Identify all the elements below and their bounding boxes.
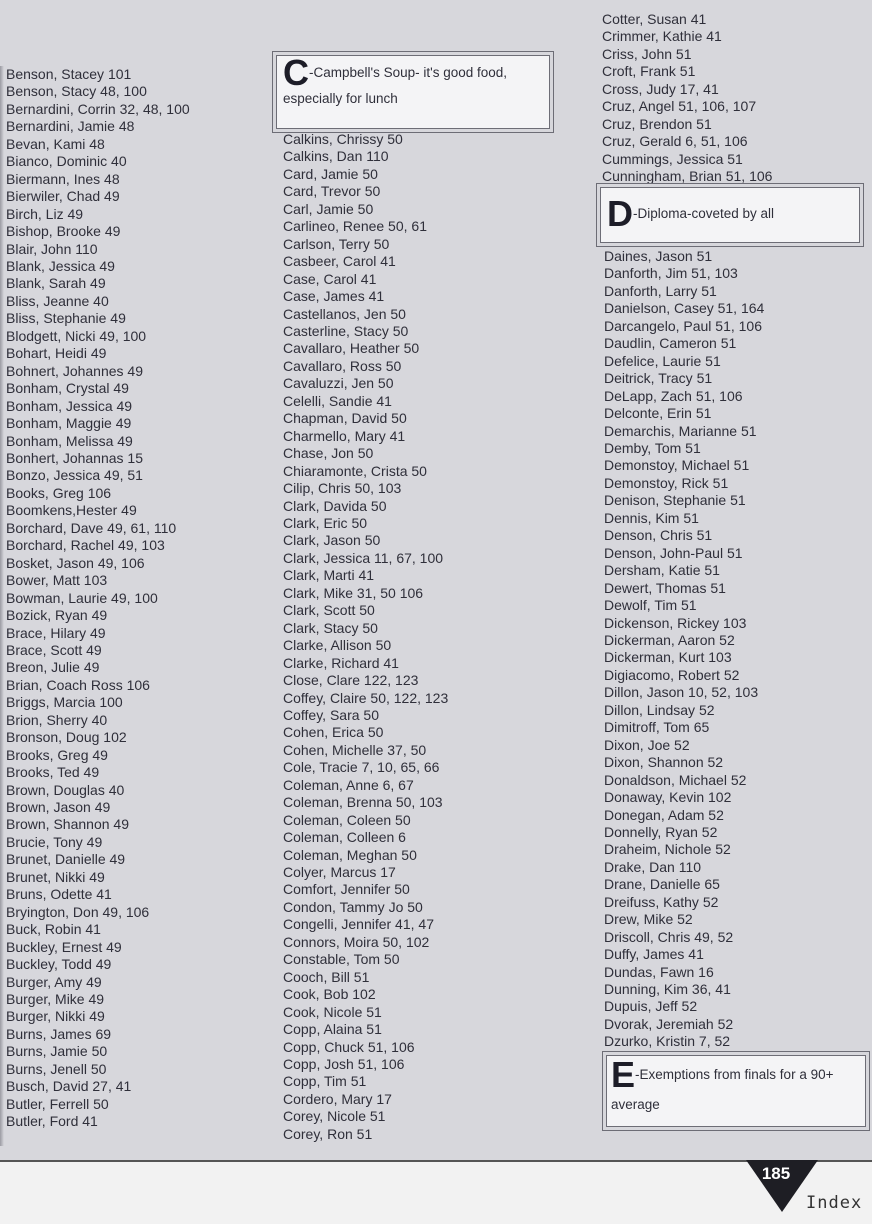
index-entry: Brunet, Danielle 49 bbox=[6, 851, 126, 868]
index-entry: Cavallaro, Ross 50 bbox=[283, 357, 402, 374]
index-entry: Borchard, Dave 49, 61, 110 bbox=[6, 519, 177, 536]
index-entry: Coleman, Coleen 50 bbox=[283, 811, 411, 828]
index-entry: Bonham, Jessica 49 bbox=[6, 397, 133, 414]
index-entry: Casbeer, Carol 41 bbox=[283, 253, 396, 270]
index-entry: Brace, Hilary 49 bbox=[6, 624, 106, 641]
index-entry: Colyer, Marcus 17 bbox=[283, 864, 396, 881]
section-caption-d: -Diploma-coveted by all bbox=[633, 206, 775, 222]
index-entry: Castellanos, Jen 50 bbox=[283, 305, 406, 322]
index-entry: Bernardini, Jamie 48 bbox=[6, 118, 135, 135]
index-entry: Danforth, Jim 51, 103 bbox=[604, 265, 738, 282]
index-entry: Comfort, Jennifer 50 bbox=[283, 881, 410, 898]
index-entry: Crimmer, Kathie 41 bbox=[602, 28, 722, 45]
letter-box-e bbox=[606, 1055, 866, 1127]
index-entry: Coleman, Anne 6, 67 bbox=[283, 776, 414, 793]
index-entry: Cook, Nicole 51 bbox=[283, 1003, 382, 1020]
section-caption-c: -Campbell's Soup- it's good food, especially for lunch bbox=[283, 65, 508, 107]
index-entry: Burger, Nikki 49 bbox=[6, 1008, 105, 1025]
index-entry: Burger, Amy 49 bbox=[6, 973, 102, 990]
index-entry: Copp, Tim 51 bbox=[283, 1073, 367, 1090]
index-entry: Dewert, Thomas 51 bbox=[604, 579, 726, 596]
index-entry: Cruz, Brendon 51 bbox=[602, 115, 712, 132]
index-entry: Drake, Dan 110 bbox=[604, 858, 702, 875]
index-entry: Cruz, Gerald 6, 51, 106 bbox=[602, 133, 748, 150]
index-entry: Bierwiler, Chad 49 bbox=[6, 188, 120, 205]
index-entry: Clark, Jason 50 bbox=[283, 532, 381, 549]
index-entry: Donaldson, Michael 52 bbox=[604, 771, 747, 788]
index-entry: Burns, Jenell 50 bbox=[6, 1060, 107, 1077]
letter-box-c bbox=[276, 52, 550, 129]
index-entry: Coleman, Meghan 50 bbox=[283, 846, 417, 863]
index-entry: Buckley, Todd 49 bbox=[6, 956, 112, 973]
section-caption-e: -Exemptions from finals for a 90+ average bbox=[611, 1067, 834, 1113]
index-entry: Donnelly, Ryan 52 bbox=[604, 823, 718, 840]
index-entry: Coffey, Claire 50, 122, 123 bbox=[283, 689, 449, 706]
index-entry: Dupuis, Jeff 52 bbox=[604, 998, 698, 1015]
index-entry: Brooks, Greg 49 bbox=[6, 746, 108, 763]
index-entry: Dunning, Kim 36, 41 bbox=[604, 981, 731, 998]
index-entry: Cordero, Mary 17 bbox=[283, 1090, 392, 1107]
index-entry: Charmello, Mary 41 bbox=[283, 427, 406, 444]
index-entry: Bonzo, Jessica 49, 51 bbox=[6, 467, 143, 484]
index-entry: Demonstoy, Michael 51 bbox=[604, 457, 750, 474]
index-entry: Driscoll, Chris 49, 52 bbox=[604, 928, 734, 945]
index-entry: Chiaramonte, Crista 50 bbox=[283, 462, 427, 479]
index-entry: Clarke, Allison 50 bbox=[283, 637, 392, 654]
index-entry: Cook, Bob 102 bbox=[283, 986, 376, 1003]
index-entry: Brace, Scott 49 bbox=[6, 641, 102, 658]
index-entry: Cummings, Jessica 51 bbox=[602, 150, 743, 167]
index-entry: Daudlin, Cameron 51 bbox=[604, 335, 737, 352]
index-entry: Blair, John 110 bbox=[6, 240, 98, 257]
index-entry: Bonham, Crystal 49 bbox=[6, 380, 129, 397]
index-entry: Bliss, Jeanne 40 bbox=[6, 292, 109, 309]
index-entry: Clark, Davida 50 bbox=[283, 497, 387, 514]
index-entry: Breon, Julie 49 bbox=[6, 659, 100, 676]
index-entry: Drane, Danielle 65 bbox=[604, 876, 720, 893]
index-entry: Dickerman, Kurt 103 bbox=[604, 649, 732, 666]
index-column-b bbox=[6, 66, 190, 1131]
index-entry: Clark, Scott 50 bbox=[283, 602, 375, 619]
index-entry: Clark, Eric 50 bbox=[283, 514, 368, 531]
index-entry: Carl, Jamie 50 bbox=[283, 200, 374, 217]
index-entry: Dennis, Kim 51 bbox=[604, 509, 699, 526]
index-entry: Cohen, Erica 50 bbox=[283, 724, 384, 741]
index-entry: Croft, Frank 51 bbox=[602, 63, 696, 80]
page-number: 185 bbox=[761, 1164, 791, 1183]
index-entry: Connors, Moira 50, 102 bbox=[283, 933, 430, 950]
index-entry: Calkins, Chrissy 50 bbox=[283, 131, 403, 147]
index-entry: Bonham, Maggie 49 bbox=[6, 415, 132, 432]
page-gutter bbox=[0, 66, 4, 1146]
index-entry: Borchard, Rachel 49, 103 bbox=[6, 537, 165, 554]
index-entry: Brion, Sherry 40 bbox=[6, 711, 108, 728]
index-entry: Cavaluzzi, Jen 50 bbox=[283, 375, 394, 392]
index-entry: Dvorak, Jeremiah 52 bbox=[604, 1015, 734, 1032]
index-entry: Clark, Stacy 50 bbox=[283, 619, 378, 636]
index-entry: Calkins, Dan 110 bbox=[283, 148, 389, 165]
index-entry: Chase, Jon 50 bbox=[283, 445, 374, 462]
index-entry: Darcangelo, Paul 51, 106 bbox=[604, 317, 762, 334]
index-entry: Biermann, Ines 48 bbox=[6, 170, 120, 187]
index-entry: Brooks, Ted 49 bbox=[6, 764, 100, 781]
index-entry: Blank, Jessica 49 bbox=[6, 257, 115, 274]
index-entry: Bohnert, Johannes 49 bbox=[6, 362, 143, 379]
index-entry: Bowman, Laurie 49, 100 bbox=[6, 589, 158, 606]
index-column-d bbox=[604, 248, 764, 1051]
index-entry: Butler, Ferrell 50 bbox=[6, 1095, 109, 1112]
index-entry: Chapman, David 50 bbox=[283, 410, 407, 427]
index-entry: Copp, Chuck 51, 106 bbox=[283, 1038, 415, 1055]
index-entry: Benson, Stacey 101 bbox=[6, 66, 132, 82]
index-entry: Coleman, Brenna 50, 103 bbox=[283, 794, 443, 811]
index-entry: Boomkens,Hester 49 bbox=[6, 502, 137, 519]
index-entry: Bliss, Stephanie 49 bbox=[6, 310, 126, 327]
index-entry: Brian, Coach Ross 106 bbox=[6, 676, 150, 693]
index-entry: Bosket, Jason 49, 106 bbox=[6, 554, 145, 571]
index-entry: Danforth, Larry 51 bbox=[604, 282, 717, 299]
index-entry: Copp, Alaina 51 bbox=[283, 1021, 382, 1038]
index-entry: Cunningham, Brian 51, 106 bbox=[602, 168, 773, 185]
index-entry: Cross, Judy 17, 41 bbox=[602, 80, 719, 97]
index-entry: Danielson, Casey 51, 164 bbox=[604, 300, 765, 317]
index-entry: Dickenson, Rickey 103 bbox=[604, 614, 747, 631]
index-entry: Delconte, Erin 51 bbox=[604, 405, 712, 422]
index-entry: Brucie, Tony 49 bbox=[6, 833, 103, 850]
index-entry: Copp, Josh 51, 106 bbox=[283, 1056, 405, 1073]
index-entry: Burger, Mike 49 bbox=[6, 991, 105, 1008]
index-entry: Brown, Shannon 49 bbox=[6, 816, 129, 833]
index-entry: Case, James 41 bbox=[283, 288, 385, 305]
index-entry: Coleman, Colleen 6 bbox=[283, 829, 406, 846]
index-entry: Cohen, Michelle 37, 50 bbox=[283, 741, 427, 758]
index-entry: Dreifuss, Kathy 52 bbox=[604, 893, 719, 910]
index-entry: Dillon, Lindsay 52 bbox=[604, 701, 715, 718]
index-entry: Burns, James 69 bbox=[6, 1025, 112, 1042]
index-entry: Drew, Mike 52 bbox=[604, 911, 693, 928]
index-entry: Donegan, Adam 52 bbox=[604, 806, 724, 823]
index-entry: Case, Carol 41 bbox=[283, 270, 377, 287]
index-entry: Denison, Stephanie 51 bbox=[604, 492, 746, 509]
index-entry: Buckley, Ernest 49 bbox=[6, 938, 122, 955]
index-entry: Clarke, Richard 41 bbox=[283, 654, 399, 671]
index-entry: Casterline, Stacy 50 bbox=[283, 322, 409, 339]
index-entry: Congelli, Jennifer 41, 47 bbox=[283, 916, 434, 933]
index-entry: Cooch, Bill 51 bbox=[283, 968, 370, 985]
index-entry: Blank, Sarah 49 bbox=[6, 275, 106, 292]
index-entry: Butler, Ford 41 bbox=[6, 1113, 98, 1130]
index-entry: Clark, Marti 41 bbox=[283, 567, 375, 584]
index-entry: Bronson, Doug 102 bbox=[6, 729, 127, 746]
section-letter-e: E bbox=[611, 1054, 636, 1095]
index-entry: Dickerman, Aaron 52 bbox=[604, 631, 735, 648]
index-entry: Draheim, Nichole 52 bbox=[604, 841, 731, 858]
index-entry: Deitrick, Tracy 51 bbox=[604, 370, 713, 387]
index-entry: Corey, Ron 51 bbox=[283, 1125, 373, 1142]
index-entry: Dersham, Katie 51 bbox=[604, 562, 720, 579]
index-entry: Cruz, Angel 51, 106, 107 bbox=[602, 98, 757, 115]
index-entry: Birch, Liz 49 bbox=[6, 205, 84, 222]
section-letter-d: D bbox=[607, 193, 633, 234]
index-entry: Bryington, Don 49, 106 bbox=[6, 903, 150, 920]
index-entry: Carlineo, Renee 50, 61 bbox=[283, 218, 427, 235]
index-entry: Denson, Chris 51 bbox=[604, 527, 713, 544]
index-entry: Bishop, Brooke 49 bbox=[6, 223, 121, 240]
index-entry: Brunet, Nikki 49 bbox=[6, 868, 105, 885]
section-label: Index bbox=[806, 1193, 863, 1213]
index-entry: DeLapp, Zach 51, 106 bbox=[604, 387, 743, 404]
index-entry: Card, Trevor 50 bbox=[283, 183, 381, 200]
index-entry: Clark, Mike 31, 50 106 bbox=[283, 584, 424, 601]
index-entry: Defelice, Laurie 51 bbox=[604, 352, 721, 369]
index-entry: Benson, Stacy 48, 100 bbox=[6, 83, 147, 100]
index-entry: Demby, Tom 51 bbox=[604, 439, 701, 456]
index-entry: Books, Greg 106 bbox=[6, 484, 112, 501]
page-footer bbox=[0, 1160, 872, 1224]
index-entry: Daines, Jason 51 bbox=[604, 248, 713, 264]
index-entry: Criss, John 51 bbox=[602, 45, 692, 62]
index-entry: Bernardini, Corrin 32, 48, 100 bbox=[6, 100, 190, 117]
index-entry: Bonhert, Johannas 15 bbox=[6, 449, 143, 466]
index-entry: Cavallaro, Heather 50 bbox=[283, 340, 420, 357]
index-entry: Duffy, James 41 bbox=[604, 946, 704, 963]
index-entry: Carlson, Terry 50 bbox=[283, 235, 390, 252]
index-entry: Bonham, Melissa 49 bbox=[6, 432, 133, 449]
section-letter-c: C bbox=[283, 52, 309, 93]
index-entry: Dewolf, Tim 51 bbox=[604, 597, 697, 614]
index-entry: Bianco, Dominic 40 bbox=[6, 153, 127, 170]
index-entry: Busch, David 27, 41 bbox=[6, 1078, 132, 1095]
index-entry: Dillon, Jason 10, 52, 103 bbox=[604, 684, 759, 701]
index-entry: Demarchis, Marianne 51 bbox=[604, 422, 757, 439]
index-entry: Burns, Jamie 50 bbox=[6, 1043, 108, 1060]
index-entry: Dimitroff, Tom 65 bbox=[604, 719, 710, 736]
index-entry: Demonstoy, Rick 51 bbox=[604, 474, 729, 491]
index-entry: Bohart, Heidi 49 bbox=[6, 345, 107, 362]
index-entry: Corey, Nicole 51 bbox=[283, 1108, 386, 1125]
index-entry: Digiacomo, Robert 52 bbox=[604, 666, 740, 683]
index-entry: Dzurko, Kristin 7, 52 bbox=[604, 1033, 731, 1050]
index-entry: Blodgett, Nicki 49, 100 bbox=[6, 327, 147, 344]
index-entry: Bruns, Odette 41 bbox=[6, 886, 112, 903]
index-entry: Briggs, Marcia 100 bbox=[6, 694, 123, 711]
index-entry: Coffey, Sara 50 bbox=[283, 706, 379, 723]
index-entry: Dixon, Joe 52 bbox=[604, 736, 690, 753]
index-entry: Bower, Matt 103 bbox=[6, 572, 108, 589]
index-entry: Brown, Jason 49 bbox=[6, 799, 111, 816]
index-entry: Dundas, Fawn 16 bbox=[604, 963, 714, 980]
index-entry: Bozick, Ryan 49 bbox=[6, 607, 108, 624]
index-entry: Condon, Tammy Jo 50 bbox=[283, 898, 423, 915]
index-entry: Close, Clare 122, 123 bbox=[283, 672, 419, 689]
index-entry: Bevan, Kami 48 bbox=[6, 135, 105, 152]
letter-box-d bbox=[600, 187, 860, 243]
index-entry: Cilip, Chris 50, 103 bbox=[283, 480, 402, 497]
index-entry: Clark, Jessica 11, 67, 100 bbox=[283, 549, 444, 566]
index-column-c bbox=[283, 131, 448, 1143]
index-entry: Brown, Douglas 40 bbox=[6, 781, 125, 798]
index-entry: Cotter, Susan 41 bbox=[602, 11, 707, 27]
index-entry: Dixon, Shannon 52 bbox=[604, 754, 724, 771]
index-column-c-continued bbox=[602, 11, 772, 186]
index-entry: Denson, John-Paul 51 bbox=[604, 544, 743, 561]
index-entry: Donaway, Kevin 102 bbox=[604, 789, 732, 806]
index-entry: Buck, Robin 41 bbox=[6, 921, 101, 938]
index-entry: Celelli, Sandie 41 bbox=[283, 392, 392, 409]
index-entry: Cole, Tracie 7, 10, 65, 66 bbox=[283, 759, 440, 776]
index-entry: Card, Jamie 50 bbox=[283, 165, 378, 182]
index-entry: Constable, Tom 50 bbox=[283, 951, 400, 968]
